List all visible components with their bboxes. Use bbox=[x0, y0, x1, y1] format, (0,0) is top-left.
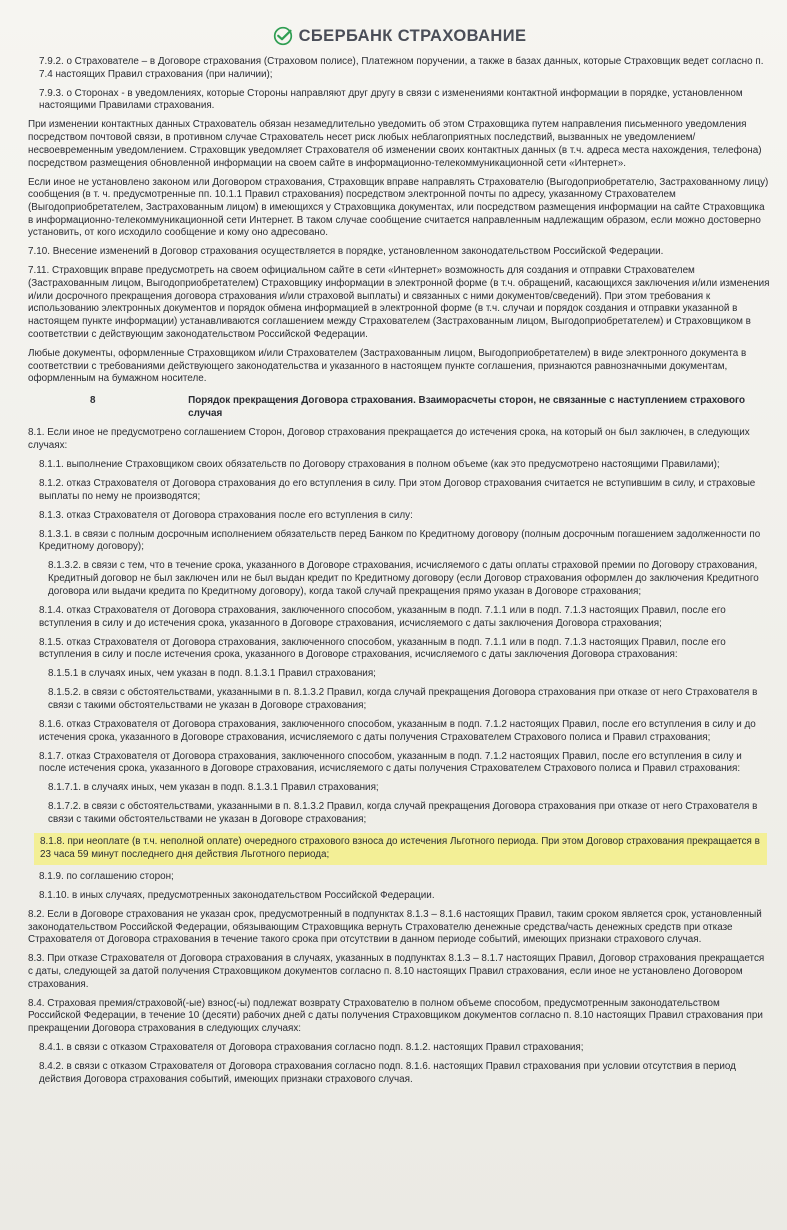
clause-8-4-1: 8.4.1. в связи с отказом Страхователя от Договора страхования согласно подп. 8.1.2. настоящих Правил страхования; bbox=[39, 1042, 584, 1054]
clause-8-3: 8.3. При отказе Страхователя от Договора страхования в случаях, указанных в подпунктах 8.1.3 – 8.1.7 настоящих Правил, Договор страхования прекращается с даты, следующей за датой получения Страховщиком документов согласно п. 8.10 настоящих Правил страхования, если иное не установлено Договором страхования. bbox=[28, 953, 765, 990]
clause-8-2: 8.2. Если в Договоре страхования не указан срок, предусмотренный в подпунктах 8.1.3 – 8.1.6 настоящих Правил, таким сроком является срок, установленный законодательством Российской Федерации, обязывающим Страховщика вернуть Страхователю денежные средства/часть денежных средств при отказе Страхователя от Договора страхования в течение такого срока при отсутствии в данном периоде событий, имеющих признаки страхового случая. bbox=[28, 908, 762, 946]
section-8-heading bbox=[28, 395, 771, 420]
clause-7-10: 7.10. Внесение изменений в Договор страхования осуществляется в порядке, установленном законодательством Российской Федерации. bbox=[28, 246, 664, 258]
sberbank-logo-icon bbox=[273, 26, 293, 46]
document-header bbox=[28, 26, 771, 46]
paragraph-contact-change: При изменении контактных данных Страхователь обязан незамедлительно уведомить об этом Страховщика путем направления письменного уведомления посредством почтовой связи, в противном случае Страхователь несет риск любых неблагоприятных последствий, вызванных не уведомлением/ несвоевременным уведомлением. Страховщик уведомляет Страхователя об изменении своих контактных данных (в т.ч. адреса места нахождения, телефона) посредством размещения обновленной информации на своем сайте в информационно-телекоммуникационной сети «Интернет». bbox=[28, 119, 762, 169]
clause-8-1-5-2: 8.1.5.2. в связи с обстоятельствами, указанными в п. 8.1.3.2 Правил, когда случай прекращения Договора страхования при отказе от него Страхователя в связи с такими обстоятельствами не указан в Договоре страхования; bbox=[48, 687, 758, 711]
clause-7-9-2: 7.9.2. о Страхователе – в Договоре страхования (Страховом полисе), Платежном поручении, а также в базах данных, которые Страховщик ведет согласно п. 7.4 настоящих Правил страхования (при наличии); bbox=[39, 56, 764, 80]
document-body bbox=[28, 56, 771, 1086]
paragraph-notifications: Если иное не установлено законом или Договором страхования, Страховщик вправе направлять Страхователю (Выгодоприобретателю, Застрахованному лицу) сообщения (в т. ч. предусмотренные пп. 10.1.1 Правил страхования) посредством электронной почты по адресу, указанному Страхователем (Выгодоприобретателем, Застрахованным лицом) в имеющихся у Страховщика документах, или посредством размещения информации на сайте Страховщика в информационно-телекоммуникационной сети Интернет. В таком случае сообщение считается направленным надлежащим образом, если можно достоверно установить, от кого исходило сообщение и кому оно адресовано. bbox=[28, 176, 769, 239]
clause-7-11: 7.11. Страховщик вправе предусмотреть на своем официальном сайте в сети «Интернет» возможность для создания и отправки Страхователем (Застрахованным лицом, Выгодоприобретателем) Страховщику информации в электронной форме (в т.ч. обращений, касающихся заключения и/или изменения и/или досрочного прекращения договора страхования и/или страховой выплаты) и связанных с ними документов/сведений). При этом требования к использованию электронных документов и порядок обмена информацией в электронной форме (в т.ч. случаи и порядок создания и отправки указанной в настоящем пункте информации) устанавливаются соглашением между Страхователем (Застрахованным лицом, Выгодоприобретателем) и Страховщиком в соответствии с действующим законодательством Российской Федерации. bbox=[28, 265, 770, 340]
clause-8-1-1: 8.1.1. выполнение Страховщиком своих обязательств по Договору страхования в полном объеме (как это предусмотрено настоящими Правилами); bbox=[39, 459, 720, 471]
clause-8-1-3-2: 8.1.3.2. в связи с тем, что в течение срока, указанного в Договоре страхования, исчисляемого с даты оплаты страховой премии по Договору страхования, Кредитный договор не был заключен или не был выдан кредит по Кредитному договору (если Договор страхования оформлен до заключения Кредитного договора или выдачи кредита по Кредитному договору), когда такой случай прекращения прямо указан в Договоре страхования; bbox=[48, 560, 759, 597]
paragraph-electronic-docs: Любые документы, оформленные Страховщиком и/или Страхователем (Застрахованным лицом, Выгодоприобретателем) в виде электронного документа в соответствии с требованиями действующего законодательства и указанного в настоящем пункте соглашения, признаются равнозначными документам, оформленным на бумажном носителе. bbox=[28, 347, 747, 385]
clause-8-1-2: 8.1.2. отказ Страхователя от Договора страхования до его вступления в силу. При этом Договор страхования считается не вступившим в силу, и страховые выплаты по нему не производятся; bbox=[39, 478, 756, 502]
clause-8-1-3-1: 8.1.3.1. в связи с полным досрочным исполнением обязательств перед Банком по Кредитному договору (полным досрочным погашением задолженности по Кредитному договору); bbox=[39, 528, 761, 553]
clause-8-1-5: 8.1.5. отказ Страхователя от Договора страхования, заключенного способом, указанным в подп. 7.1.1 или в подп. 7.1.3 настоящих Правил, после его вступления в силу и после истечения срока, указанного в Договоре страхования, исчисляемого с даты заключения Договора страхования: bbox=[39, 636, 726, 661]
clause-8-1: 8.1. Если иное не предусмотрено соглашением Сторон, Договор страхования прекращается до истечения срока, на который он был заключен, в следующих случаях: bbox=[28, 427, 750, 452]
clause-8-4: 8.4. Страховая премия/страховой(-ые) взнос(-ы) подлежат возврату Страхователю в полном объеме способом, предусмотренным законодательством Российской Федерации, в течение 10 (десяти) рабочих дней с даты получения Страховщиком документов согласно п. 8.10 настоящих Правил страхования при прекращении Договора страхования в следующих случаях: bbox=[28, 997, 763, 1035]
brand-name: СБЕРБАНК СТРАХОВАНИЕ bbox=[298, 26, 527, 45]
clause-8-1-5-1: 8.1.5.1 в случаях иных, чем указан в подп. 8.1.3.1 Правил страхования; bbox=[48, 668, 376, 680]
clause-8-1-7-2: 8.1.7.2. в связи с обстоятельствами, указанными в п. 8.1.3.2 Правил, когда случай прекращения Договора страхования при отказе от него Страхователя в связи с такими обстоятельствами не указан в Договоре страхования; bbox=[48, 801, 758, 826]
clause-8-1-7-1: 8.1.7.1. в случаях иных, чем указан в подп. 8.1.3.1 Правил страхования; bbox=[48, 782, 379, 794]
clause-8-1-7: 8.1.7. отказ Страхователя от Договора страхования, заключенного способом, указанным в подп. 7.1.2 настоящих Правил, после его вступления в силу и после истечения срока, указанного в Договоре страхования, исчисляемого с даты получения Страхователем Страхового полиса и Правил страхования: bbox=[39, 750, 742, 775]
clause-8-1-4: 8.1.4. отказ Страхователя от Договора страхования, заключенного способом, указанным в подп. 7.1.1 или в подп. 7.1.3 настоящих Правил, после его вступления в силу и до истечения срока, указанного в Договоре страхования, исчисляемого с даты заключения Договора страхования; bbox=[39, 604, 726, 629]
clause-8-1-9: 8.1.9. по соглашению сторон; bbox=[39, 870, 174, 882]
section-title: Порядок прекращения Договора страхования. Взаиморасчеты сторон, не связанные с наступлением страхового случая bbox=[188, 394, 746, 419]
clause-8-4-2: 8.4.2. в связи с отказом Страхователя от Договора страхования согласно подп. 8.1.6. настоящих Правил страхования при условии отсутствия в период действия Договора страхования событий, имеющих признаки страхового случая. bbox=[39, 1061, 736, 1085]
section-number: 8 bbox=[90, 394, 96, 406]
clause-8-1-6: 8.1.6. отказ Страхователя от Договора страхования, заключенного способом, указанным в подп. 7.1.2 настоящих Правил, после его вступления в силу и до истечения срока, указанного в Договоре страхования, исчисляемого с даты получения Страхователем Страхового полиса и Правил страхования; bbox=[39, 718, 756, 743]
clause-8-1-10: 8.1.10. в иных случаях, предусмотренных законодательством Российской Федерации. bbox=[39, 889, 435, 901]
clause-8-1-8-highlighted: 8.1.8. при неоплате (в т.ч. неполной оплате) очередного страхового взноса до истечения Льготного периода. При этом Договор страхования прекращается в 23 часа 59 минут последнего дня действия Льготного периода; bbox=[34, 833, 767, 864]
clause-7-9-3: 7.9.3. о Сторонах - в уведомлениях, которые Стороны направляют друг другу в связи с изменениями контактной информации в порядке, установленном настоящими Правилами страхования. bbox=[39, 87, 743, 112]
clause-8-1-3: 8.1.3. отказ Страхователя от Договора страхования после его вступления в силу: bbox=[39, 509, 413, 521]
